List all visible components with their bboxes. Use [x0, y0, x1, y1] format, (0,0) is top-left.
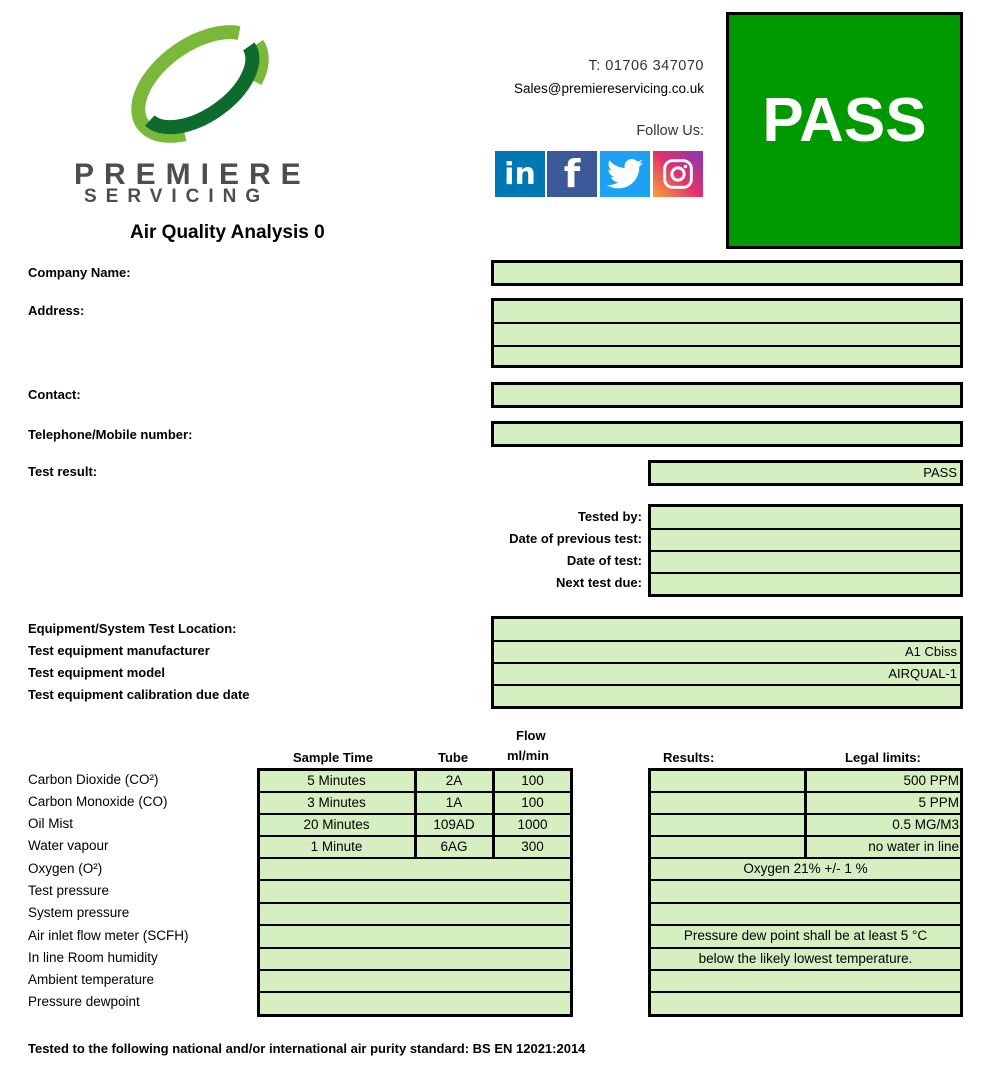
tested-by-field[interactable]	[651, 507, 960, 530]
legal-limit-cell-co: 5 PPM	[806, 792, 962, 814]
facebook-icon[interactable]: f	[547, 151, 597, 197]
date-previous-test-label: Date of previous test:	[509, 531, 642, 546]
flow-header-line1: Flow	[516, 728, 546, 743]
instagram-icon[interactable]	[653, 151, 703, 197]
tube-cell[interactable]: 2A	[415, 770, 493, 792]
test-location-label: Equipment/System Test Location:	[28, 621, 237, 636]
left-table-divider	[492, 768, 495, 859]
param-label-oxygen: Oxygen (O²)	[28, 861, 103, 876]
address-field-group	[491, 298, 963, 368]
sample-time-header: Sample Time	[293, 750, 373, 765]
tested-by-label: Tested by:	[577, 509, 642, 524]
param-label-co: Carbon Monoxide (CO)	[28, 794, 168, 809]
test-dates-field-group	[648, 504, 963, 597]
system-pressure-result-cell[interactable]	[649, 903, 962, 925]
flow-cell[interactable]: 1000	[493, 814, 572, 836]
tube-cell[interactable]: 1A	[415, 792, 493, 814]
flow-header-line2: ml/min	[507, 748, 549, 763]
report-title: Air Quality Analysis 0	[130, 222, 325, 243]
manufacturer-field[interactable]: A1 Cbiss	[494, 642, 960, 664]
legal-limit-cell-co2: 500 PPM	[806, 770, 962, 792]
dewpoint-note-line2: below the likely lowest temperature.	[649, 948, 962, 970]
param-label-oil-mist: Oil Mist	[28, 816, 73, 831]
sample-time-cell[interactable]: 20 Minutes	[258, 814, 415, 836]
legal-limit-cell-water-vapour: no water in line	[806, 836, 962, 858]
premiere-logo-swoosh	[120, 22, 280, 152]
company-name-label: Company Name:	[28, 265, 131, 280]
model-label: Test equipment model	[28, 665, 165, 680]
param-label-pressure-dewpoint: Pressure dewpoint	[28, 994, 140, 1009]
equipment-field-group	[491, 616, 963, 709]
ambient-temperature-result-cell[interactable]	[649, 970, 962, 992]
address-line-2[interactable]	[494, 324, 960, 347]
calibration-field[interactable]	[494, 686, 960, 706]
param-label-water-vapour: Water vapour	[28, 838, 109, 853]
air-inlet-flow-value-cell[interactable]	[258, 925, 572, 948]
flow-cell[interactable]: 300	[493, 836, 572, 858]
date-of-test-field[interactable]	[651, 552, 960, 574]
test-result-value: PASS	[923, 465, 957, 480]
address-label: Address:	[28, 303, 85, 318]
email-link[interactable]: Sales@premiereservicing.co.uk	[513, 81, 704, 96]
flow-cell[interactable]: 100	[493, 770, 572, 792]
telephone-label: Telephone/Mobile number:	[28, 427, 193, 442]
dewpoint-note-line1: Pressure dew point shall be at least 5 °C	[649, 925, 962, 948]
param-label-air-inlet-flow: Air inlet flow meter (SCFH)	[28, 928, 189, 943]
legal-limit-cell-oil-mist: 0.5 MG/M3	[806, 814, 962, 836]
date-of-test-label: Date of test:	[566, 553, 642, 568]
pressure-dewpoint-value-cell[interactable]	[258, 992, 572, 1016]
twitter-icon[interactable]	[600, 151, 650, 197]
contact-field[interactable]	[491, 382, 963, 408]
calibration-label: Test equipment calibration due date	[28, 687, 250, 702]
sample-time-cell[interactable]: 3 Minutes	[258, 792, 415, 814]
next-test-due-field[interactable]	[651, 574, 960, 594]
param-label-ambient-temperature: Ambient temperature	[28, 972, 155, 987]
test-pressure-result-cell[interactable]	[649, 880, 962, 903]
param-label-co2: Carbon Dioxide (CO²)	[28, 772, 159, 787]
pressure-dewpoint-result-cell[interactable]	[649, 992, 962, 1016]
telephone-field[interactable]	[491, 421, 963, 447]
sample-time-cell[interactable]: 1 Minute	[258, 836, 415, 858]
result-cell-co2[interactable]	[649, 770, 806, 792]
phone-number: T: 01706 347070	[588, 58, 704, 74]
oxygen-note-cell: Oxygen 21% +/- 1 %	[649, 858, 962, 880]
address-line-3[interactable]	[494, 347, 960, 367]
linkedin-icon[interactable]: in	[495, 151, 545, 197]
system-pressure-value-cell[interactable]	[258, 903, 572, 925]
standard-footer: Tested to the following national and/or international air purity standard: BS EN 12021:2014	[28, 1041, 586, 1056]
flow-cell[interactable]: 100	[493, 792, 572, 814]
tube-cell[interactable]: 109AD	[415, 814, 493, 836]
company-name-field[interactable]	[491, 260, 963, 286]
result-cell-oil-mist[interactable]	[649, 814, 806, 836]
param-label-test-pressure: Test pressure	[28, 883, 110, 898]
ambient-temperature-value-cell[interactable]	[258, 970, 572, 992]
param-label-room-humidity: In line Room humidity	[28, 950, 158, 965]
test-result-field[interactable]	[648, 460, 963, 486]
test-location-field[interactable]	[494, 619, 960, 642]
date-previous-test-field[interactable]	[651, 530, 960, 552]
result-cell-co[interactable]	[649, 792, 806, 814]
address-line-1[interactable]	[494, 301, 960, 324]
room-humidity-value-cell[interactable]	[258, 948, 572, 970]
brand-name-line2: SERVICING	[84, 186, 270, 207]
param-label-system-pressure: System pressure	[28, 905, 130, 920]
tube-header: Tube	[438, 750, 469, 765]
right-table-divider	[804, 768, 807, 859]
follow-us-label: Follow Us:	[636, 123, 704, 139]
sample-time-cell[interactable]: 5 Minutes	[258, 770, 415, 792]
next-test-due-label: Next test due:	[556, 575, 642, 590]
contact-label: Contact:	[28, 387, 81, 402]
pass-badge	[726, 12, 963, 249]
test-result-label: Test result:	[28, 464, 98, 479]
test-pressure-value-cell[interactable]	[258, 880, 572, 903]
pass-badge-text: PASS	[762, 86, 927, 155]
results-header: Results:	[663, 750, 715, 765]
result-cell-water-vapour[interactable]	[649, 836, 806, 858]
manufacturer-label: Test equipment manufacturer	[28, 643, 210, 658]
model-field[interactable]: AIRQUAL-1	[494, 664, 960, 686]
brand-name-line1: PREMIERE	[74, 158, 311, 191]
left-table-divider	[414, 768, 417, 859]
tube-cell[interactable]: 6AG	[415, 836, 493, 858]
legal-limits-header: Legal limits:	[845, 750, 921, 765]
oxygen-value-cell[interactable]	[258, 858, 572, 880]
